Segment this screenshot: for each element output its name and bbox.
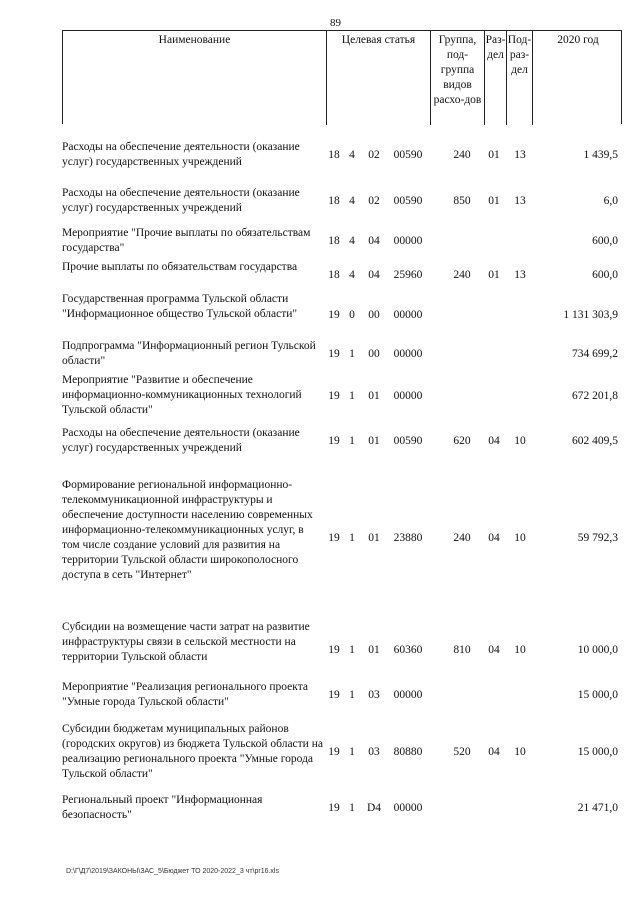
target-event: 01 (368, 532, 380, 544)
target-direction: 00000 (393, 309, 423, 321)
amount-2020: 602 409,5 (572, 435, 618, 447)
target-event: 01 (368, 435, 380, 447)
group-code: 240 (453, 269, 471, 281)
amount-2020: 15 000,0 (577, 746, 618, 758)
header-target-article: Целевая статья (327, 31, 431, 125)
target-subprogram: 4 (349, 269, 355, 281)
target-event: 00 (368, 309, 380, 321)
target-event: 04 (368, 235, 380, 247)
amount-2020: 734 699,2 (572, 348, 618, 360)
target-subprogram: 4 (349, 149, 355, 161)
subsection-code: 10 (514, 532, 526, 544)
target-event: 03 (368, 689, 380, 701)
row-name: Формирование региональной информационно-телекоммуникационной инфраструктуры и обеспечение доступности населению современных информационно-телекоммуникационных услуг, в том числе создание условий для развития на территории Тульской области широкополосного доступа в сеть "Интернет" (62, 479, 313, 581)
section-code: 01 (488, 269, 500, 281)
row-name: Субсидии на возмещение части затрат на развитие инфраструктуры связи в сельской местности на территории Тульской области (62, 621, 310, 663)
group-code: 240 (453, 532, 471, 544)
group-code: 520 (453, 746, 471, 758)
header-year: 2020 год (557, 34, 599, 46)
target-direction: 00590 (393, 195, 423, 207)
target-event: 03 (368, 746, 380, 758)
row-name: Расходы на обеспечение деятельности (оказание услуг) государственных учреждений (62, 187, 300, 214)
row-name: Государственная программа Тульской области "Информационное общество Тульской области" (62, 293, 298, 320)
row-name: Мероприятие "Прочие выплаты по обязательствам государства" (62, 227, 311, 254)
target-program: 18 (328, 269, 340, 281)
target-subprogram: 1 (349, 689, 355, 701)
target-subprogram: 1 (349, 802, 355, 814)
amount-2020: 21 471,0 (577, 802, 618, 814)
amount-2020: 1 131 303,9 (563, 309, 618, 321)
header-group: Группа, под-группа видов расхо-дов (431, 31, 485, 125)
file-path-footer: D:\Г\Д7\2019\ЗАКОНЫ\ЗАС_5\Бюджет ТО 2020-2022_3 чт\pr16.xls (66, 868, 279, 875)
header-name: Наименование (63, 31, 327, 125)
subsection-code: 10 (514, 746, 526, 758)
target-event: D4 (366, 802, 382, 814)
row-name: Региональный проект "Информационная безопасность" (62, 794, 263, 821)
section-code: 04 (488, 435, 500, 447)
target-direction: 60360 (393, 644, 423, 656)
target-event: 01 (368, 644, 380, 656)
target-direction: 00590 (393, 149, 423, 161)
target-subprogram: 1 (349, 532, 355, 544)
target-event: 02 (368, 149, 380, 161)
target-program: 19 (328, 802, 340, 814)
target-program: 18 (328, 235, 340, 247)
target-event: 00 (368, 348, 380, 360)
row-name: Мероприятие "Реализация регионального проекта "Умные города Тульской области" (62, 681, 308, 708)
target-direction: 00590 (393, 435, 423, 447)
target-direction: 23880 (393, 532, 423, 544)
target-subprogram: 4 (349, 235, 355, 247)
target-direction: 00000 (393, 390, 423, 402)
amount-2020: 59 792,3 (577, 532, 618, 544)
amount-2020: 600,0 (592, 235, 618, 247)
target-event: 01 (368, 390, 380, 402)
section-code: 04 (488, 532, 500, 544)
amount-2020: 6,0 (603, 195, 618, 207)
target-program: 19 (328, 309, 340, 321)
target-program: 19 (328, 532, 340, 544)
subsection-code: 13 (514, 195, 526, 207)
subsection-code: 10 (514, 644, 526, 656)
target-direction: 25960 (393, 269, 423, 281)
table-header (62, 30, 622, 124)
group-code: 850 (453, 195, 471, 207)
target-subprogram: 4 (349, 195, 355, 207)
target-subprogram: 1 (349, 644, 355, 656)
amount-2020: 600,0 (592, 269, 618, 281)
target-program: 18 (328, 149, 340, 161)
subsection-code: 10 (514, 435, 526, 447)
target-event: 02 (368, 195, 380, 207)
row-name: Подпрограмма "Информационный регион Тульской области" (62, 340, 316, 367)
target-direction: 00000 (393, 235, 423, 247)
target-subprogram: 0 (349, 309, 355, 321)
target-subprogram: 1 (349, 348, 355, 360)
amount-2020: 15 000,0 (577, 689, 618, 701)
header-section: Раз-дел (485, 31, 507, 125)
target-direction: 80880 (393, 746, 423, 758)
target-program: 19 (328, 644, 340, 656)
amount-2020: 1 439,5 (583, 149, 618, 161)
amount-2020: 10 000,0 (577, 644, 618, 656)
target-program: 19 (328, 390, 340, 402)
subsection-code: 13 (514, 269, 526, 281)
target-direction: 00000 (393, 348, 423, 360)
target-program: 19 (328, 746, 340, 758)
section-code: 04 (488, 746, 500, 758)
target-program: 19 (328, 689, 340, 701)
row-name: Расходы на обеспечение деятельности (оказание услуг) государственных учреждений (62, 427, 300, 454)
target-subprogram: 1 (349, 435, 355, 447)
target-direction: 00000 (393, 802, 423, 814)
target-program: 19 (328, 348, 340, 360)
subsection-code: 13 (514, 149, 526, 161)
target-subprogram: 1 (349, 390, 355, 402)
row-name: Субсидии бюджетам муниципальных районов (городских округов) из бюджета Тульской области на реализацию регионального проекта "Умные города Тульской области" (62, 723, 323, 780)
row-name: Мероприятие "Развитие и обеспечение информационно-коммуникационных технологий Тульской области" (62, 374, 302, 416)
header-subsection: Под-раз-дел (507, 31, 533, 125)
row-name: Прочие выплаты по обязательствам государства (62, 261, 298, 273)
section-code: 04 (488, 644, 500, 656)
target-subprogram: 1 (349, 746, 355, 758)
section-code: 01 (488, 195, 500, 207)
section-code: 01 (488, 149, 500, 161)
amount-2020: 672 201,8 (572, 390, 618, 402)
target-event: 04 (368, 269, 380, 281)
target-direction: 00000 (393, 689, 423, 701)
row-name: Расходы на обеспечение деятельности (оказание услуг) государственных учреждений (62, 141, 300, 168)
group-code: 240 (453, 149, 471, 161)
target-program: 19 (328, 435, 340, 447)
page-number: 89 (330, 17, 341, 29)
group-code: 620 (453, 435, 471, 447)
group-code: 810 (453, 644, 471, 656)
target-program: 18 (328, 195, 340, 207)
